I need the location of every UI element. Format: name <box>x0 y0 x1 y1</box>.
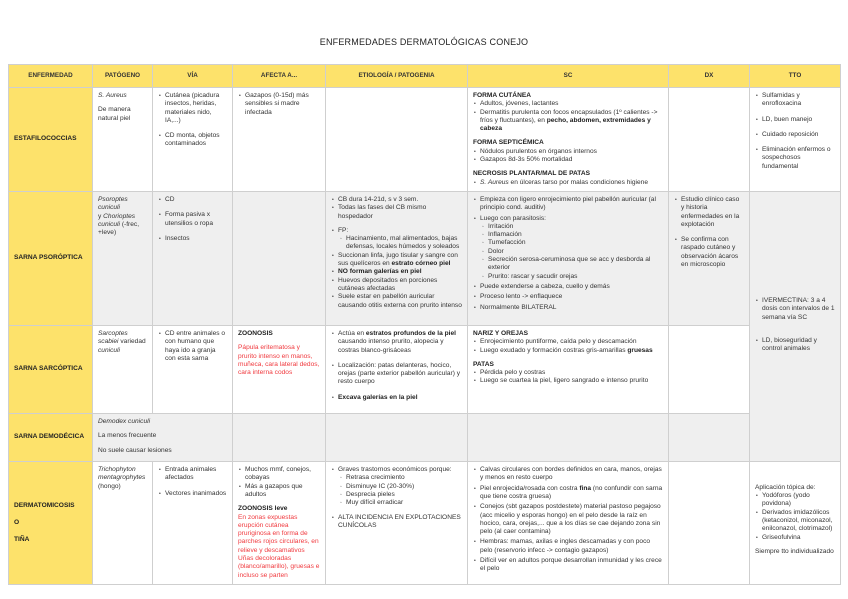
paragraph <box>98 213 147 238</box>
disease-name-cell <box>9 462 93 585</box>
text: Luego exudado y formación costras gris-amarillas <box>480 346 628 354</box>
cell-patogeno <box>93 414 233 462</box>
text: Normalmente BILATERAL <box>480 303 557 311</box>
cell-via <box>153 462 233 585</box>
bullet-list <box>158 330 227 363</box>
text: Gazapos (0-15d) más sensibles si madre infectada <box>245 92 309 116</box>
list-item <box>488 223 663 231</box>
tto-sarcoptica <box>755 337 835 354</box>
list-item <box>480 215 663 281</box>
cell-dx <box>669 462 750 585</box>
bullet-list <box>238 92 320 117</box>
paragraph <box>98 432 227 440</box>
text: Eliminación enfermos o sospechosos fundamental <box>762 146 831 170</box>
tto-psoroptica <box>755 196 835 337</box>
text: CD <box>165 195 175 203</box>
bullet-list <box>480 223 663 281</box>
list-item <box>762 146 835 171</box>
bold-text: NO forman galerías en piel <box>338 268 422 276</box>
cell-dx <box>669 414 750 462</box>
list-item <box>480 148 663 156</box>
cell-sc <box>468 325 669 413</box>
bold-text: Excava galerías en la piel <box>338 393 418 401</box>
text: En zonas expuestas erupción cutánea pruriginosa en forma de parches rojos circulares, en relieve y descamativos <box>238 513 319 554</box>
bullet-list <box>473 338 663 355</box>
cell-etiologia <box>326 325 468 413</box>
list-item <box>762 534 835 542</box>
cell-sc <box>468 414 669 462</box>
text: FP: <box>338 226 349 234</box>
paragraph <box>755 548 835 556</box>
paragraph <box>238 555 320 580</box>
text: Disminuye IC (20-30%) <box>346 482 415 490</box>
list-item <box>245 466 320 483</box>
diseases-table <box>8 64 841 585</box>
list-item <box>338 293 462 310</box>
list-item <box>681 236 744 269</box>
bullet-list <box>238 466 320 499</box>
text: Prurito: rascar y sacudir orejas <box>488 272 578 280</box>
bullet-list <box>473 466 663 574</box>
text: Uñas decoloradas (blanco/amarillo), gruesas e incluso se parten <box>238 555 320 579</box>
text: Estudio clínico caso y historia enfermedades en la explotación <box>681 195 740 228</box>
text: en úlceras tarso por malas condiciones higiene <box>508 178 648 186</box>
text: Todas las fases del CB mismo hospedador <box>338 204 427 220</box>
list-item <box>338 196 462 204</box>
column-header: SC <box>468 65 669 88</box>
cell-afecta <box>233 414 326 462</box>
text: Huevos depositados en porciones cutáneas afectadas <box>338 276 438 292</box>
section-heading: NARIZ Y OREJAS <box>473 329 529 337</box>
list-item <box>488 256 663 273</box>
text: Luego se cuartea la piel, ligero sangrado e intenso prurito <box>480 377 649 385</box>
list-item <box>346 491 462 499</box>
text: Siempre tto individualizado <box>755 547 834 555</box>
text: LD, buen manejo <box>762 115 813 123</box>
italic-text: S. Aureus <box>480 178 509 186</box>
list-item <box>480 156 663 164</box>
disease-name: DERMATOMICOSIS <box>14 501 75 509</box>
list-item <box>480 377 663 385</box>
list-item <box>338 330 462 355</box>
list-item <box>480 304 663 312</box>
disease-name: SARNA SARCÓPTICA <box>14 365 83 373</box>
disease-name: SARNA PSORÓPTICA <box>14 254 83 262</box>
list-item <box>338 394 462 402</box>
bullet-list <box>755 297 835 322</box>
text: Se confirma con raspado cutáneo y observación ácaros en microscopio <box>681 236 739 269</box>
list-item <box>480 369 663 377</box>
bullet-list <box>331 466 462 507</box>
document-title: ENFERMEDADES DERMATOLÓGICAS CONEJO <box>319 37 529 47</box>
text: y <box>98 212 104 220</box>
paragraph <box>98 418 227 426</box>
paragraph <box>238 344 320 377</box>
text: Retrasa crecimiento <box>346 474 405 482</box>
bullet-list <box>158 196 227 243</box>
paragraph <box>755 484 835 492</box>
text: (-frec, +leve) <box>98 220 140 237</box>
text: Aplicación tópica de: <box>755 483 816 491</box>
italic-text: Demodex cuniculi <box>98 418 151 426</box>
list-item <box>480 100 663 108</box>
bullet-list <box>674 196 744 269</box>
list-item <box>480 283 663 291</box>
paragraph <box>98 92 147 100</box>
bullet-list <box>473 196 663 312</box>
bullet-list <box>755 492 835 542</box>
disease-name: SARNA DEMODÉCICA <box>14 433 85 441</box>
text: Succionan linfa, jugo tisular y sangre con sus quelíceros en <box>338 251 458 268</box>
italic-text: Chorioptes cuniculi <box>98 212 136 228</box>
bullet-list <box>473 179 663 187</box>
bold-text: gruesas <box>627 346 653 354</box>
table-row <box>9 191 841 325</box>
cell-afecta <box>233 325 326 413</box>
cell-dx <box>669 191 750 325</box>
cell-sc <box>468 191 669 325</box>
bullet-list <box>158 92 227 149</box>
list-item <box>480 293 663 301</box>
bold-text: ZOONOSIS leve <box>238 505 288 513</box>
cell-afecta <box>233 191 326 325</box>
text: Muchos mmf, conejos, cobayas <box>245 466 311 482</box>
table-row <box>9 414 841 462</box>
bold-text: pecho, abdomen, extremidades y cabeza <box>480 116 651 133</box>
text: Vectores inanimados <box>165 489 227 497</box>
cell-patogeno <box>93 462 153 585</box>
list-item <box>488 231 663 239</box>
cell-tto <box>750 462 841 585</box>
text: Suele estar en pabellón auricular causando otitis externa con prurito intenso <box>338 293 462 309</box>
list-item <box>245 483 320 500</box>
list-item <box>165 211 227 228</box>
column-header: VÍA <box>153 65 233 88</box>
header-row <box>9 65 841 88</box>
text: No suele causar lesiones <box>98 446 172 454</box>
list-item <box>480 466 663 483</box>
column-header: TTO <box>750 65 841 88</box>
text: Forma pasiva x utensilios o ropa <box>165 211 214 227</box>
cell-patogeno <box>93 88 153 192</box>
bullet-list <box>473 369 663 386</box>
list-item <box>346 483 462 491</box>
text: Sulfamidas y enrofloxacina <box>762 92 802 108</box>
list-item <box>681 196 744 229</box>
cell-afecta <box>233 462 326 585</box>
table-row <box>9 88 841 192</box>
list-item <box>338 362 462 387</box>
list-item <box>488 239 663 247</box>
italic-text: Psoroptes cuniculi <box>98 195 128 212</box>
text: IVERMECTINA: 3 a 4 dosis con intervalos de 1 semana vía SC <box>762 296 835 321</box>
disease-name-cell <box>9 191 93 325</box>
section-heading: FORMA SEPTICÉMICA <box>473 139 544 147</box>
cell-etiologia <box>326 88 468 192</box>
list-item <box>165 132 227 149</box>
text: Secreción serosa-ceruminosa que se acc y desborda al exterior <box>488 256 651 272</box>
list-item <box>480 485 663 502</box>
text: Pérdida pelo y costras <box>480 369 546 377</box>
text: CD entre animales o con humano que haya ido a granja con esta sarna <box>165 329 226 362</box>
list-item <box>338 268 462 276</box>
cell-dx <box>669 325 750 413</box>
text: Localización: patas delanteras, hocico, orejas (parte exterior pabellón auricular) y resto cuerpo <box>338 361 461 386</box>
disease-name-cell <box>9 88 93 192</box>
bullet-list <box>331 514 462 531</box>
column-header: ENFERMEDAD <box>9 65 93 88</box>
text: Dermatitis purulenta con focos encapsulados (1º calientes -> fríos y fluctuantes), en <box>480 108 658 124</box>
cell-etiologia <box>326 462 468 585</box>
paragraph <box>98 196 147 213</box>
text: Hembras: mamas, axilas e ingles descamadas y con poco pelo (reservorio infecc -> contagio gazapos) <box>480 538 651 554</box>
disease-name: TIÑA <box>14 536 30 544</box>
paragraph <box>238 330 320 338</box>
disease-name-cell <box>9 325 93 413</box>
bold-text: estrato córneo piel <box>391 260 451 268</box>
cell-sc <box>468 462 669 585</box>
text: Inflamación <box>488 231 522 239</box>
cell-patogeno <box>93 325 153 413</box>
list-item <box>488 248 663 256</box>
italic-text: Sarcoptes scabiei <box>98 329 128 346</box>
cell-afecta <box>233 88 326 192</box>
cell-etiologia <box>326 191 468 325</box>
paragraph <box>238 514 320 555</box>
bullet-list <box>755 92 835 171</box>
text: CD monta, objetos contaminados <box>165 132 220 148</box>
list-item <box>480 179 663 187</box>
list-item <box>165 92 227 125</box>
list-item <box>480 557 663 574</box>
cell-via <box>153 325 233 413</box>
list-item <box>338 277 462 294</box>
list-item <box>165 490 227 498</box>
table-row <box>9 462 841 585</box>
bold-text: ZOONOSIS <box>238 329 273 337</box>
section-heading: PATAS <box>473 360 494 368</box>
list-item <box>338 227 462 252</box>
bullet-list <box>338 235 462 252</box>
bold-text: fina <box>579 484 592 492</box>
list-item <box>165 466 227 483</box>
list-item <box>338 514 462 531</box>
text: variedad <box>118 338 146 346</box>
list-item <box>762 92 835 109</box>
text: La menos frecuente <box>98 432 157 440</box>
list-item <box>762 337 835 354</box>
list-item <box>346 474 462 482</box>
list-item <box>488 273 663 281</box>
list-item <box>165 235 227 243</box>
text: Muy difícil erradicar <box>346 499 404 507</box>
text: Graves trastornos económicos porque: <box>338 466 452 474</box>
list-item <box>480 347 663 355</box>
bullet-list <box>331 196 462 221</box>
cell-via <box>153 88 233 192</box>
section-heading: NECROSIS PLANTAR/MAL DE PATAS <box>473 170 590 178</box>
cell-tto <box>750 191 841 461</box>
paragraph <box>98 447 227 455</box>
text: Tumefacción <box>488 239 526 247</box>
text: Conejos (sbt gazapos postdestete) material pastoso pegajoso (acc micelio y esporas hongo) en el pelo desde la raíz en hocico, cara, orejas,... que a los días se cae dejando zona sin pelo (al caer contamina) <box>480 503 661 536</box>
italic-text: cuniculi <box>98 346 120 354</box>
text: Actúa en <box>338 329 366 337</box>
list-item <box>762 131 835 139</box>
bullet-list <box>158 466 227 498</box>
text: Derivados imidazólicos (ketaconizol, miconazol, enilconazol, clotrimazol) <box>762 508 833 533</box>
text: causando intenso prurito, alopecia y costras blanco-grisáceas <box>338 338 444 354</box>
list-item <box>762 492 835 509</box>
text: CB dura 14-21d, s v 3 sem. <box>338 195 419 203</box>
cell-via <box>153 191 233 325</box>
italic-text: Trichophyton mentagrophytes <box>98 466 146 482</box>
list-item <box>762 116 835 124</box>
text: Nódulos purulentos en órganos internos <box>480 147 597 155</box>
cell-sc <box>468 88 669 192</box>
list-item <box>346 499 462 507</box>
text: De manera natural piel <box>98 106 131 122</box>
table-row <box>9 325 841 413</box>
text: Más a gazapos que adultos <box>245 482 303 498</box>
paragraph <box>238 505 320 513</box>
text: Desprecia pieles <box>346 490 395 498</box>
list-item <box>480 538 663 555</box>
disease-name-cell <box>9 414 93 462</box>
text: Adultos, jóvenes, lactantes <box>480 100 559 108</box>
bullet-list <box>755 337 835 354</box>
text: Insectos <box>165 234 190 242</box>
bullet-list <box>473 100 663 133</box>
list-item <box>245 92 320 117</box>
text: Luego con parasitosis: <box>480 214 546 222</box>
text: Difícil ver en adultos porque desarrollan inmunidad y les crece el pelo <box>480 557 662 573</box>
column-header: PATÓGENO <box>93 65 153 88</box>
text: Hacinamiento, mal alimentados, bajas defensas, locales húmedos y soleados <box>346 235 460 251</box>
text: Irritación <box>488 222 514 230</box>
column-header: DX <box>669 65 750 88</box>
list-item <box>480 109 663 134</box>
text: Calvas circulares con bordes definidos en cara, manos, orejas y menos en resto cuerpo <box>480 466 662 482</box>
list-item <box>762 297 835 322</box>
disease-name: O <box>14 518 20 526</box>
list-item <box>338 204 462 221</box>
italic-text: S. Aureus <box>98 92 127 99</box>
text: Empieza con ligero enrojecimiento piel pabellón auricular (al principio cond. auditiv) <box>480 195 656 212</box>
paragraph <box>98 466 147 491</box>
text: Pápula eritematosa y prurito intenso en manos, muñeca, cara lateral dedos, cara interna codos <box>238 344 320 377</box>
cell-patogeno <box>93 191 153 325</box>
list-item <box>338 252 462 269</box>
text: Dolor <box>488 247 504 255</box>
text: Enrojecimiento puntiforme, caída pelo y descamación <box>480 338 637 346</box>
list-item <box>338 466 462 507</box>
paragraph <box>98 106 147 123</box>
list-item <box>165 330 227 363</box>
text: Entrada animales afectados <box>165 466 217 482</box>
column-header: ETIOLOGÍA / PATOGENIA <box>326 65 468 88</box>
bullet-list <box>473 148 663 165</box>
text: Gazapos 8d-3s 50% mortalidad <box>480 156 573 164</box>
text: Cuidado reposición <box>762 130 819 138</box>
text: Yodóforos (yodo povidona) <box>762 492 810 508</box>
text: LD, bioseguridad y control animales <box>762 336 817 353</box>
section-heading: FORMA CUTÁNEA <box>473 92 531 99</box>
cell-tto <box>750 88 841 192</box>
bullet-list <box>338 474 462 507</box>
paragraph <box>98 330 147 355</box>
text: Proceso lento -> enflaquece <box>480 293 563 301</box>
bullet-list <box>331 227 462 310</box>
cell-dx <box>669 88 750 192</box>
list-item <box>480 338 663 346</box>
column-header: AFECTA A... <box>233 65 326 88</box>
disease-name: ESTAFILOCOCCIAS <box>14 135 77 143</box>
list-item <box>346 235 462 252</box>
text: ALTA INCIDENCIA EN EXPLOTACIONES CUNÍCOLAS <box>338 513 461 529</box>
list-item <box>480 503 663 536</box>
text: Cutánea (picadura insectos, heridas, materiales nido, IA,...) <box>165 92 220 124</box>
text: Puede extenderse a cabeza, cuello y demás <box>480 282 610 290</box>
bold-text: estratos profundos de la piel <box>365 329 456 337</box>
bullet-list <box>331 330 462 402</box>
text: Griseofulvina <box>762 533 801 541</box>
list-item <box>165 196 227 204</box>
text: Piel enrojecida/rosada con costra <box>480 484 580 492</box>
text: (no confundir con sarna que tiene costra gruesa) <box>480 484 663 500</box>
cell-etiologia <box>326 414 468 462</box>
list-item <box>762 509 835 534</box>
list-item <box>480 196 663 213</box>
text: (hongo) <box>98 482 121 490</box>
